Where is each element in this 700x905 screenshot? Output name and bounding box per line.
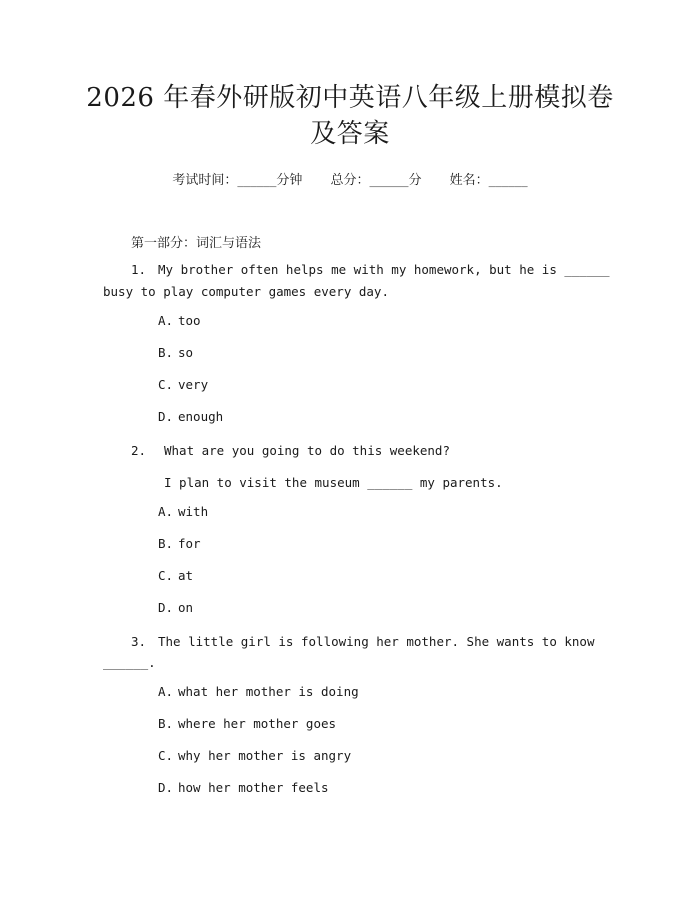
question-number: 1. [131, 262, 147, 277]
option-text: why her mother is angry [178, 748, 352, 763]
option-text: enough [178, 409, 224, 424]
option [158, 568, 193, 583]
question-text: What are you going to do this weekend? [164, 443, 450, 458]
question-number: 2. [131, 443, 147, 458]
option-letter: A. [158, 684, 174, 699]
option-letter: D. [158, 409, 174, 424]
option-text: too [178, 313, 201, 328]
exam-meta [0, 169, 700, 188]
option [158, 536, 201, 551]
question-2-line-2: I plan to visit the museum ______ my parents. [164, 475, 503, 490]
question-1-line-2: busy to play computer games every day. [103, 284, 389, 299]
option-letter: C. [158, 377, 174, 392]
question-3-line-2: ______. [103, 655, 156, 670]
option-text: so [178, 345, 194, 360]
page-title [0, 82, 700, 150]
question-1-line-1 [131, 259, 610, 280]
option-letter: A. [158, 313, 174, 328]
option-letter: B. [158, 716, 174, 731]
option-letter: B. [158, 345, 174, 360]
question-text: The little girl is following her mother. She wants to know [158, 634, 595, 649]
title-line-2: 及答案 [310, 119, 390, 149]
option-letter: B. [158, 536, 174, 551]
question-text: My brother often helps me with my homework, but he is ______ [158, 262, 610, 277]
option [158, 780, 329, 795]
student-name: 姓名：______ [449, 173, 528, 188]
title-line-1: 2026 年春外研版初中英语八年级上册模拟卷 [86, 83, 614, 113]
option-text: for [178, 536, 201, 551]
option-text: very [178, 377, 209, 392]
option-text: where her mother goes [178, 716, 337, 731]
option-letter: D. [158, 600, 174, 615]
option [158, 345, 193, 360]
option-text: on [178, 600, 194, 615]
option-text: at [178, 568, 194, 583]
section-title: 第一部分：词汇与语法 [131, 236, 262, 251]
option-text: with [178, 504, 209, 519]
option-letter: D. [158, 780, 174, 795]
exam-time: 考试时间：______分钟 [172, 173, 303, 188]
question-2-line-1 [131, 440, 450, 461]
question-3-line-1 [131, 631, 595, 652]
question-number: 3. [131, 634, 147, 649]
option [158, 600, 193, 615]
option-text: what her mother is doing [178, 684, 359, 699]
option [158, 377, 208, 392]
option-letter: C. [158, 568, 174, 583]
exam-total-score: 总分：______分 [330, 173, 422, 188]
option [158, 748, 351, 763]
option [158, 504, 208, 519]
option [158, 684, 359, 699]
option [158, 409, 223, 424]
option [158, 313, 201, 328]
option [158, 716, 336, 731]
option-letter: C. [158, 748, 174, 763]
option-text: how her mother feels [178, 780, 329, 795]
option-letter: A. [158, 504, 174, 519]
